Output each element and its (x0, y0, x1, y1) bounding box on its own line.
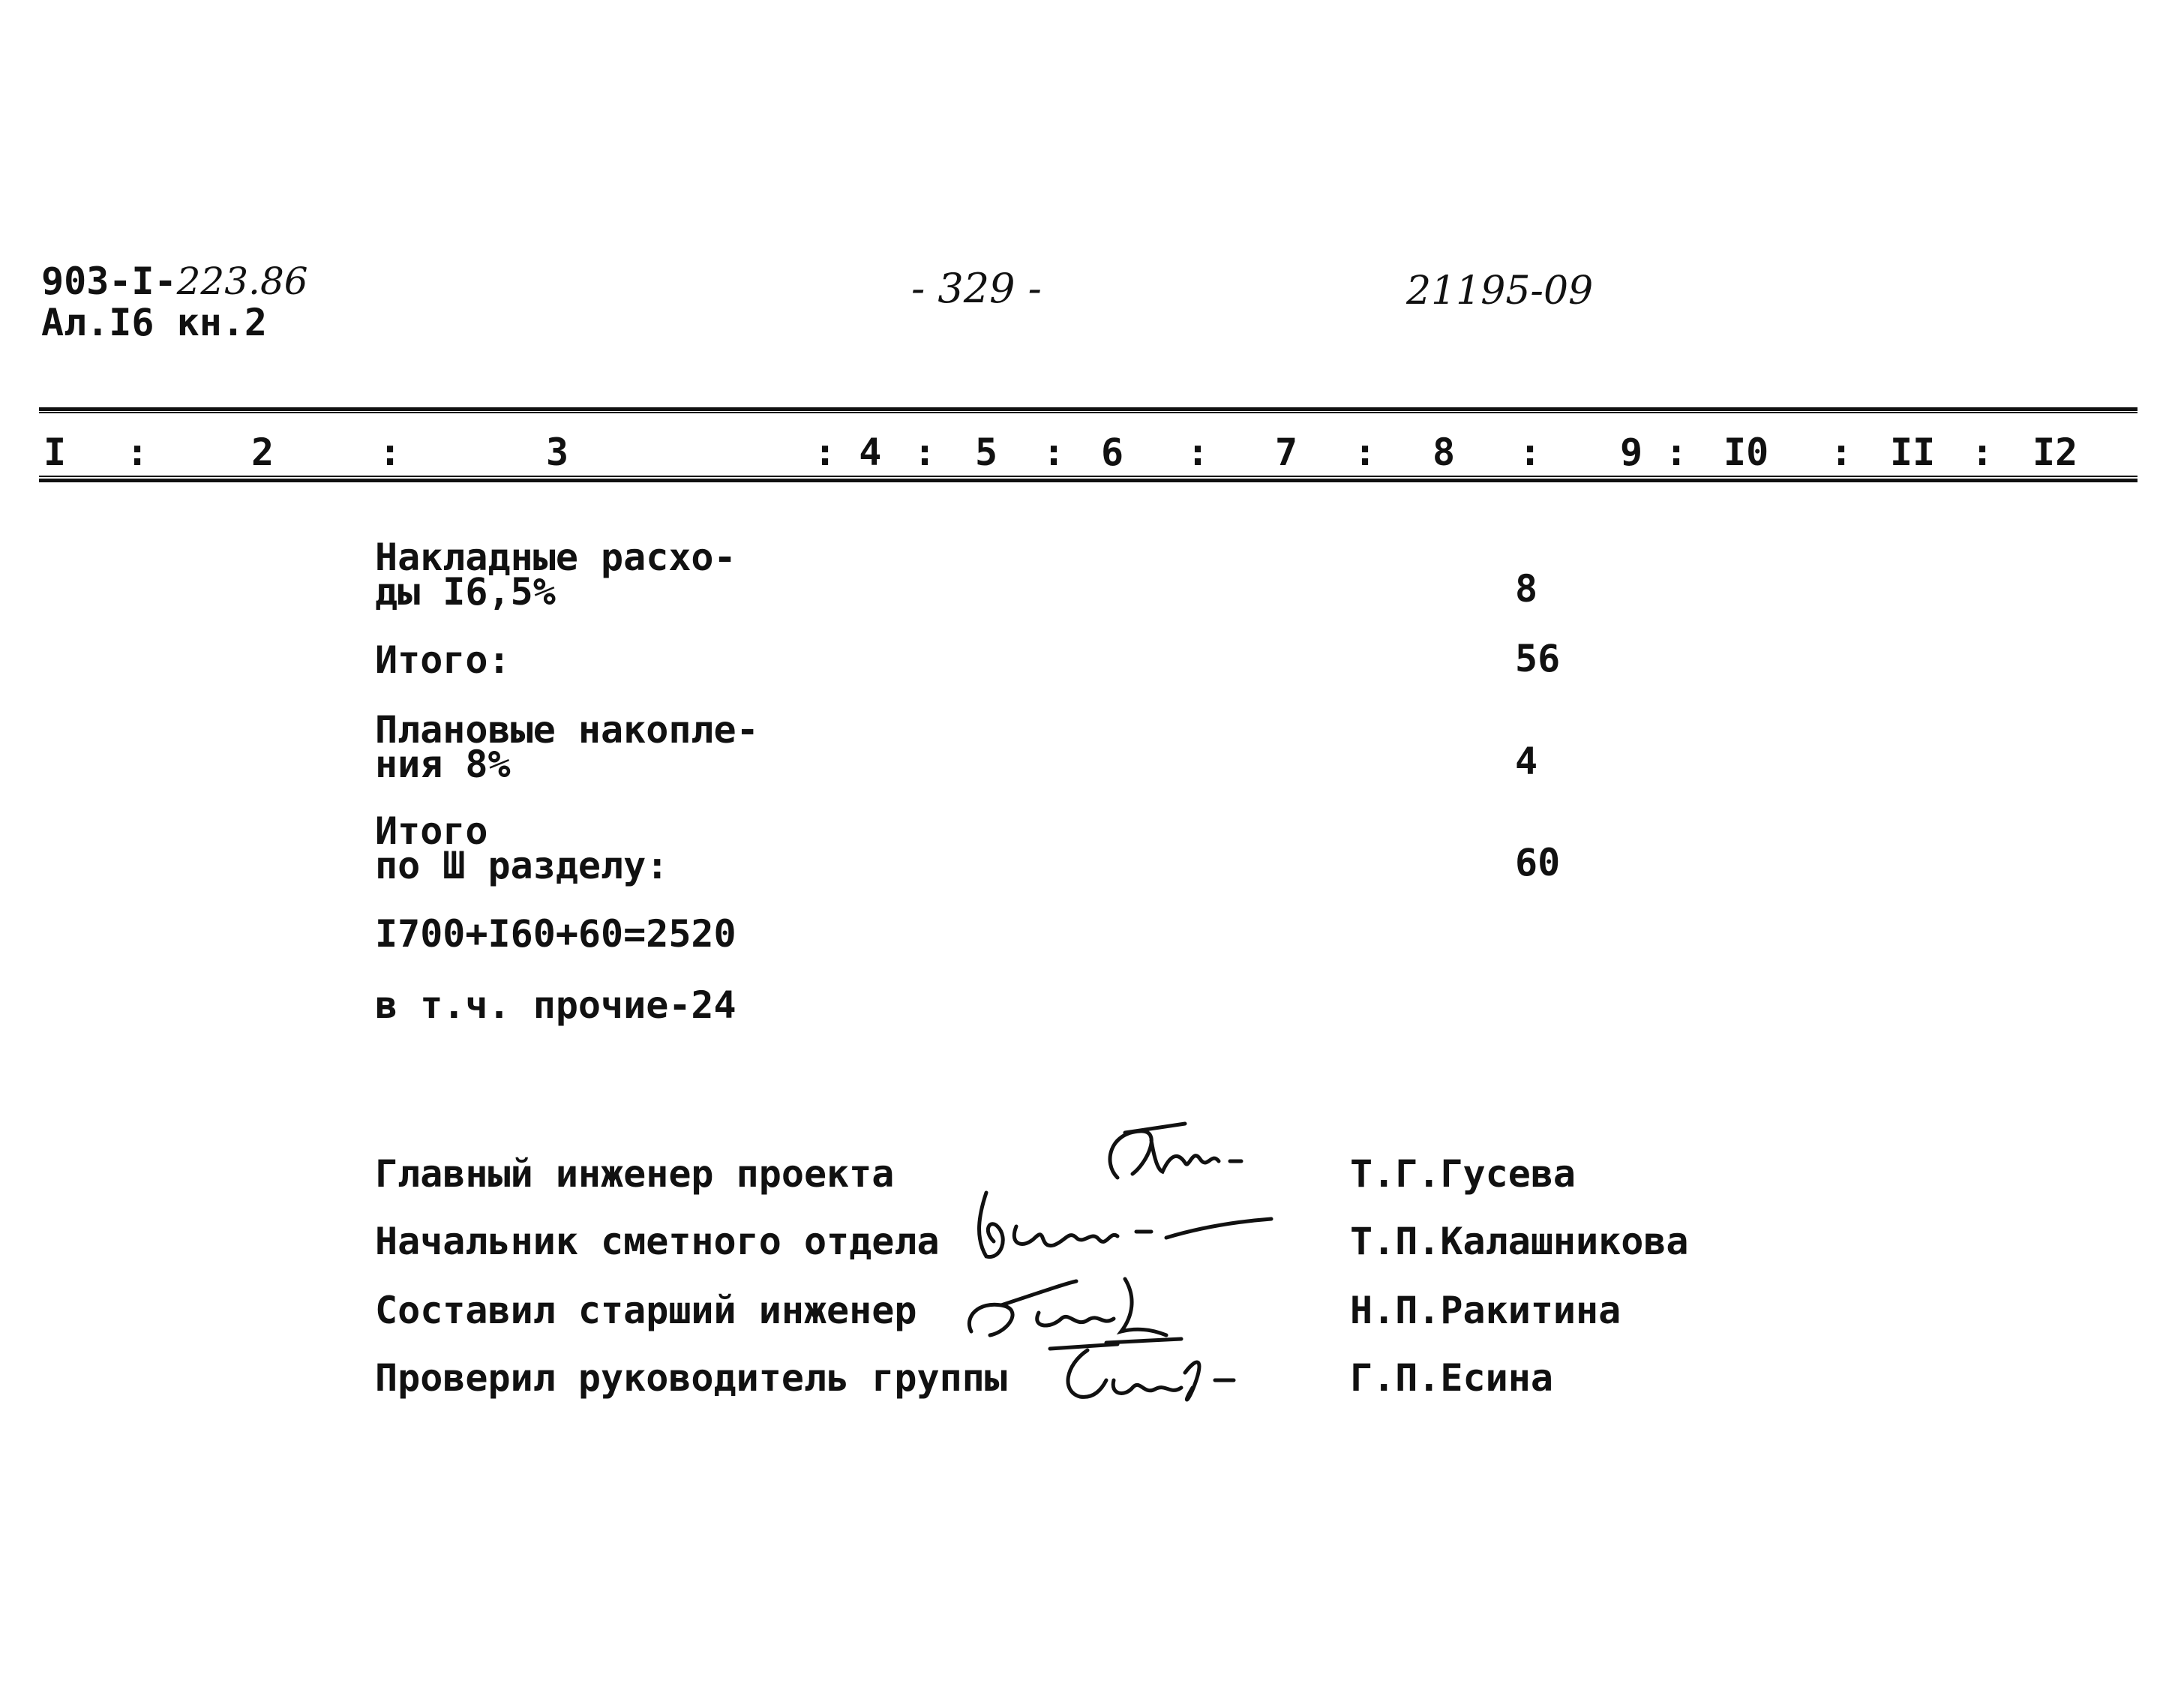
table-row (375, 708, 759, 786)
col-2-label: 2 (251, 431, 274, 474)
col-11-label: II (1890, 431, 1936, 474)
row-value: 56 (1515, 637, 1561, 680)
col-1-label: I (44, 431, 67, 474)
table-top-rule (39, 407, 2138, 411)
row-value: 60 (1515, 841, 1561, 884)
col-3-label: 3 (546, 431, 569, 474)
col-sep: : (1665, 431, 1688, 474)
row-label-line2: ды I6,5% (375, 570, 556, 614)
signature-4 (1035, 1335, 1260, 1410)
table-row (375, 809, 669, 887)
signer-name: Г.П.Есина (1350, 1356, 1553, 1400)
row-label-line1: Итого: (375, 638, 511, 682)
album-line: Ал.I6 кн.2 (41, 301, 268, 344)
col-5-label: 5 (975, 431, 998, 474)
signer-role: Составил старший инженер (375, 1289, 917, 1332)
signer-name: Т.П.Калашникова (1350, 1220, 1689, 1263)
incl-other-line: в т.ч. прочие-24 (375, 983, 736, 1027)
col-4-label: : 4 (814, 431, 882, 474)
page-number: - 329 - (911, 265, 1042, 312)
row-label-line1: Накладные расхо- (375, 536, 736, 579)
table-header-bottom-rule (39, 479, 2138, 482)
row-label-line2: ния 8% (375, 743, 511, 786)
row-label-line1: Итого (375, 809, 488, 853)
row-value: 8 (1515, 567, 1538, 611)
signer-role: Начальник сметного отдела (375, 1220, 940, 1263)
row-label-line1: Плановые накопле- (375, 708, 759, 752)
signer-role: Главный инженер проекта (375, 1152, 895, 1196)
row-label-line2: по Ш разделу: (375, 844, 669, 887)
col-sep: : (1971, 431, 1994, 474)
col-9-label: 9 (1620, 431, 1643, 474)
doc-code-handwritten: 223.86 (176, 260, 308, 303)
signer-name: Н.П.Ракитина (1350, 1289, 1622, 1332)
signer-role: Проверил руководитель группы (375, 1356, 1007, 1400)
col-sep: : (1186, 431, 1210, 474)
col-sep: : (379, 431, 402, 474)
table-top-rule-thin (39, 412, 2138, 413)
signature-2 (964, 1185, 1279, 1268)
col-6-label: 6 (1101, 431, 1124, 474)
doc-code (41, 260, 308, 303)
signer-name: Т.Г.Гусева (1350, 1152, 1576, 1196)
col-8-label: 8 (1432, 431, 1456, 474)
col-sep: : (1830, 431, 1853, 474)
col-sep: : (1042, 431, 1066, 474)
row-value: 4 (1515, 740, 1538, 783)
col-sep: : (1519, 431, 1542, 474)
col-12-label: I2 (2032, 431, 2078, 474)
formula-line: I700+I60+60=2520 (375, 912, 736, 956)
col-sep: : (1354, 431, 1377, 474)
col-sep: : (914, 431, 937, 474)
doc-code-printed: 903-I- (41, 260, 177, 303)
col-sep: : (126, 431, 149, 474)
col-10-label: I0 (1724, 431, 1769, 474)
table-header-bottom-rule-thin (39, 476, 2138, 477)
table-row (375, 536, 736, 614)
sheet-code: 21195-09 (1406, 269, 1594, 314)
col-7-label: 7 (1275, 431, 1298, 474)
